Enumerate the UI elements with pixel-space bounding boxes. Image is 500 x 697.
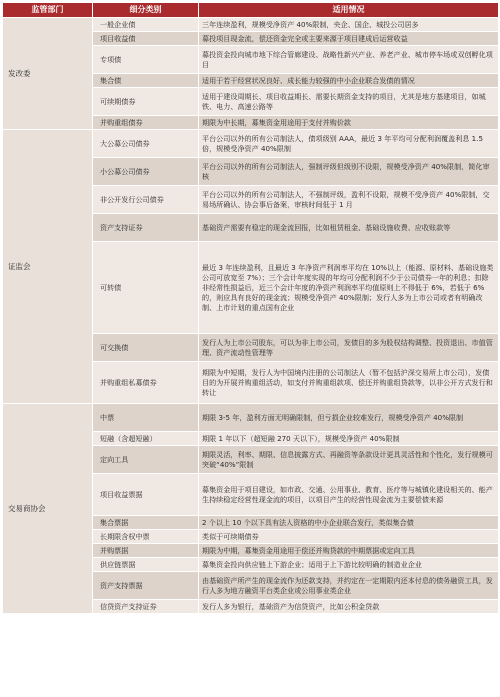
category-cell: 并购票据	[93, 544, 199, 558]
description-cell: 期限 3-5 年，盈利方面无明确限制，但亏损企业较难发行，规模受净资产 40%限制	[199, 404, 499, 432]
regulator-nafmii: 交易商协会	[3, 404, 93, 614]
description-cell: 适用于建设周期长、项目收益期长、需要长期资金支持的项目，尤其是地方基建项目，如城铁、电力、高速公路等	[199, 88, 499, 116]
header-category: 细分类别	[93, 3, 199, 18]
category-cell: 大公募公司债券	[93, 130, 199, 158]
description-cell: 募集资金投向供应链上下游企业；适用于上下游比较明确的制造业企业	[199, 558, 499, 572]
regulator-ndrc: 发改委	[3, 18, 93, 130]
category-cell: 资产支持票据	[93, 572, 199, 600]
table-row	[3, 130, 499, 158]
category-cell: 并购重组私募债券	[93, 362, 199, 404]
category-cell: 长期限含权中票	[93, 530, 199, 544]
header-regulator: 监管部门	[3, 3, 93, 18]
description-cell: 由基础资产所产生的现金流作为还款支持，并约定在一定期限内还本付息的债务融资工具，发行人多为地方融资平台类企业或公用事业类企业	[199, 572, 499, 600]
category-cell: 中票	[93, 404, 199, 432]
table-row	[3, 18, 499, 32]
category-cell: 短融（含超短融）	[93, 432, 199, 446]
description-cell: 期限为中期，募集资金用途用于偿还并购贷款的中期票据或定向工具	[199, 544, 499, 558]
table-row	[3, 404, 499, 432]
description-cell: 类似于可续期债券	[199, 530, 499, 544]
category-cell: 项目收益票据	[93, 474, 199, 516]
bond-category-table	[2, 2, 499, 614]
description-cell: 期限为中长期，募集资金用途用于支付并购价款	[199, 116, 499, 130]
description-cell: 期限灵活，利率、期限、信息披露方式、再融资等条款设计更具灵活性和个性化，发行规模可突破“40%”限制	[199, 446, 499, 474]
category-cell: 小公募公司债券	[93, 158, 199, 186]
category-cell: 专项债	[93, 46, 199, 74]
description-cell: 平台公司以外的所有公司制法人，不强制评级，盈利不设限，规模不受净资产 40%限制，交易场所确认、协会事后备案，审核时间低于 1 月	[199, 186, 499, 214]
description-cell: 募投资金投向城市地下综合管廊建设、战略性新兴产业、养老产业、城市停车场或双创孵化项目	[199, 46, 499, 74]
description-cell: 三年连续盈利，规模受净资产 40%限制，央企、国企、城投公司居多	[199, 18, 499, 32]
description-cell: 最近 3 年连续盈利，且最近 3 年净资产利润率平均在 10%以上（能源、原材料、基础设施类公司可放宽至 7%）；三个会计年度实现的年均可分配利润不少于公司债券一年的利息；扣除非经常性损益后，近三个会计年度的净资产利润率平均值原则上不得低于 6%，若低于 6%的，则应具有良好的现金流；规模受净资产 40%限制；发行人多为上市公司或者有明确改制、上市计划的重点国有企业	[199, 242, 499, 334]
description-cell: 发行人为上市公司股东，可以为非上市公司，发债目的多为股权结构调整、投资退出、市值管理、资产流动性管理等	[199, 334, 499, 362]
category-cell: 非公开发行公司债券	[93, 186, 199, 214]
description-cell: 募投项目现金流，偿还资金完全或主要来源于项目建成后运营收益	[199, 32, 499, 46]
description-cell: 期限为中短期，发行人为中国境内注册的公司制法人（暂不包括沪深交易所上市公司），发债目的为开展并购重组活动，如支付并购重组款项、偿还并购重组贷款等，以非公开方式发行和转让	[199, 362, 499, 404]
category-cell: 供应链票据	[93, 558, 199, 572]
description-cell: 平台公司以外的所有公司制法人，债项级别 AAA，最近 3 年平均可分配利润覆盖利息 1.5 倍，规模受净资产 40%限制	[199, 130, 499, 158]
table-header-row	[3, 3, 499, 18]
category-cell: 集合票据	[93, 516, 199, 530]
header-applicability: 适用情况	[199, 3, 499, 18]
category-cell: 并购重组债券	[93, 116, 199, 130]
category-cell: 信贷资产支持证券	[93, 600, 199, 614]
category-cell: 项目收益债	[93, 32, 199, 46]
category-cell: 资产支持证券	[93, 214, 199, 242]
description-cell: 募集资金用于项目建设，如市政、交通、公用事业、教育、医疗等与城镇化建设相关的、能产生持续稳定经营性现金流的项目，以项目产生的经营性现金流为主要偿债来源	[199, 474, 499, 516]
bond-table-container	[2, 2, 498, 693]
description-cell: 发行人多为银行，基础资产为信贷资产，比如公积金贷款	[199, 600, 499, 614]
category-cell: 定向工具	[93, 446, 199, 474]
regulator-csrc: 证监会	[3, 130, 93, 404]
description-cell: 基础资产需要有稳定的现金流回报，比如租赁租金、基础设施收费、应收账款等	[199, 214, 499, 242]
category-cell: 可转债	[93, 242, 199, 334]
description-cell: 平台公司以外的所有公司制法人，强制评级但级别不设限，规模受净资产 40%限制，简化审核	[199, 158, 499, 186]
description-cell: 期限 1 年以下（超短融 270 天以下），规模受净资产 40%限制	[199, 432, 499, 446]
category-cell: 可续期债券	[93, 88, 199, 116]
category-cell: 可交换债	[93, 334, 199, 362]
category-cell: 集合债	[93, 74, 199, 88]
description-cell: 适用于若干经营状况良好、成长能力较强的中小企业联合发债的情况	[199, 74, 499, 88]
category-cell: 一般企业债	[93, 18, 199, 32]
description-cell: 2 个以上 10 个以下具有法人资格的中小企业联合发行，类似集合债	[199, 516, 499, 530]
